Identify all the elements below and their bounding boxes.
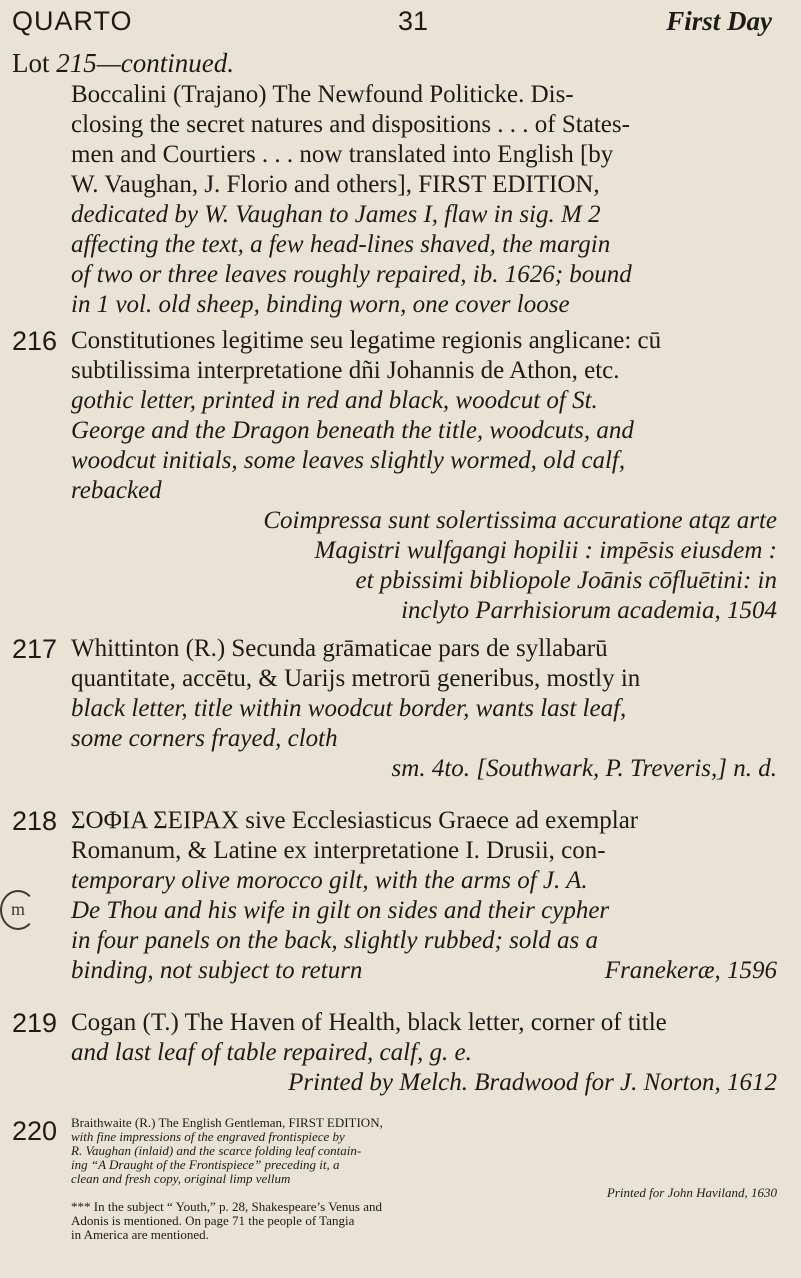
lot-number: 216 — [12, 326, 58, 356]
entry-line: De Thou and his wife in gilt on sides and their cypher — [71, 897, 610, 924]
entry-line: ΣΟΦΙΑ ΣΕΙΡΑΧ sive Ecclesiasticus Graece ad exemplar — [71, 807, 639, 834]
entry-body — [71, 806, 783, 986]
entry-line: of two or three leaves roughly repaired, ib. 1626; bound — [71, 261, 632, 288]
lot-number: 217 — [12, 634, 58, 664]
lot-number: 220 — [12, 1116, 58, 1146]
imprint-line: Coimpressa sunt solertissima accuratione atqz arte — [263, 507, 777, 534]
entry-line: clean and fresh copy, original limp vellum — [71, 1171, 291, 1186]
entry-line: rebacked — [71, 477, 162, 504]
entry-line: Whittinton (R.) Secunda grāmaticae pars de syllabarū — [71, 635, 608, 662]
header-format: QUARTO — [12, 6, 133, 36]
imprint-line: Magistri wulfgangi hopilii : impēsis eiusdem : — [314, 537, 777, 564]
entry-line: woodcut initials, some leaves slightly wormed, old calf, — [71, 447, 626, 474]
entry-line: closing the secret natures and dispositions . . . of States- — [71, 111, 630, 138]
entry-line: Constitutiones legitime seu legatime regionis anglicane: cū — [71, 327, 662, 354]
note-line: in America are mentioned. — [71, 1227, 209, 1242]
entry-line: some corners frayed, cloth — [71, 725, 338, 752]
imprint-line: Printed for John Haviland, 1630 — [606, 1185, 777, 1200]
page-header — [12, 6, 782, 40]
entry-line: in 1 vol. old sheep, binding worn, one cover loose — [71, 291, 570, 318]
entry-line: black letter, title within woodcut border, wants last leaf, — [71, 695, 627, 722]
entry-line: subtilissima interpretatione dñi Johannis de Athon, etc. — [71, 357, 620, 384]
entry-line: Cogan (T.) The Haven of Health, black letter, corner of title — [71, 1009, 667, 1036]
lot-continued: 215—continued. — [56, 48, 234, 78]
entry-line: W. Vaughan, J. Florio and others], FIRST EDITION, — [71, 171, 600, 198]
imprint-line: sm. 4to. [Southwark, P. Treveris,] n. d. — [391, 755, 777, 782]
entry-line: with fine impressions of the engraved frontispiece by — [71, 1129, 345, 1144]
entry-line: dedicated by W. Vaughan to James I, flaw in sig. M 2 — [71, 201, 601, 228]
lot-prefix: Lot — [12, 48, 50, 78]
lot-number: 218 — [12, 806, 58, 836]
lot-number: 219 — [12, 1008, 58, 1038]
entry-line: and last leaf of table repaired, calf, g. e. — [71, 1039, 472, 1066]
entry-body — [71, 1116, 783, 1242]
entry-line: affecting the text, a few head-lines shaved, the margin — [71, 231, 611, 258]
entry-line — [71, 956, 783, 986]
entry-line: Boccalini (Trajano) The Newfound Politicke. Dis- — [71, 81, 574, 108]
imprint-line: et pbissimi bibliopole Joānis cōfluētini: in — [355, 567, 777, 594]
entry-body — [71, 634, 783, 784]
entry-line: gothic letter, printed in red and black, woodcut of St. — [71, 387, 598, 414]
note-line: Adonis is mentioned. On page 71 the people of Tangia — [71, 1213, 355, 1228]
entry-body — [71, 1008, 783, 1098]
imprint-line: inclyto Parrhisiorum academia, 1504 — [401, 597, 777, 624]
header-day: First Day — [666, 6, 772, 36]
entry-line: R. Vaughan (inlaid) and the scarce folding leaf contain- — [71, 1143, 362, 1158]
entry-line: Braithwaite (R.) The English Gentleman, FIRST EDITION, — [71, 1115, 383, 1130]
margin-annotation-mark: m — [0, 890, 36, 930]
entry-line: in four panels on the back, slightly rubbed; sold as a — [71, 927, 599, 954]
entry-line: temporary olive morocco gilt, with the arms of J. A. — [71, 867, 588, 894]
entry-line: George and the Dragon beneath the title, woodcuts, and — [71, 417, 634, 444]
entry-line: quantitate, accētu, & Uarijs metrorū generibus, mostly in — [71, 665, 641, 692]
entry-line: ing “A Draught of the Frontispiece” preceding it, a — [71, 1157, 340, 1172]
entry-body — [71, 80, 783, 320]
imprint-line: Printed by Melch. Bradwood for J. Norton, 1612 — [288, 1069, 777, 1096]
imprint-inline: Franekeræ, 1596 — [604, 957, 777, 984]
entry-body — [71, 326, 783, 626]
entry-line: Romanum, & Latine ex interpretatione I. Drusii, con- — [71, 837, 606, 864]
page-number: 31 — [398, 6, 429, 36]
entry-line: men and Courtiers . . . now translated into English [by — [71, 141, 614, 168]
entry-line-text: binding, not subject to return — [71, 957, 363, 984]
note-line: *** In the subject “ Youth,” p. 28, Shakespeare’s Venus and — [71, 1199, 382, 1214]
lot-heading — [12, 48, 234, 79]
